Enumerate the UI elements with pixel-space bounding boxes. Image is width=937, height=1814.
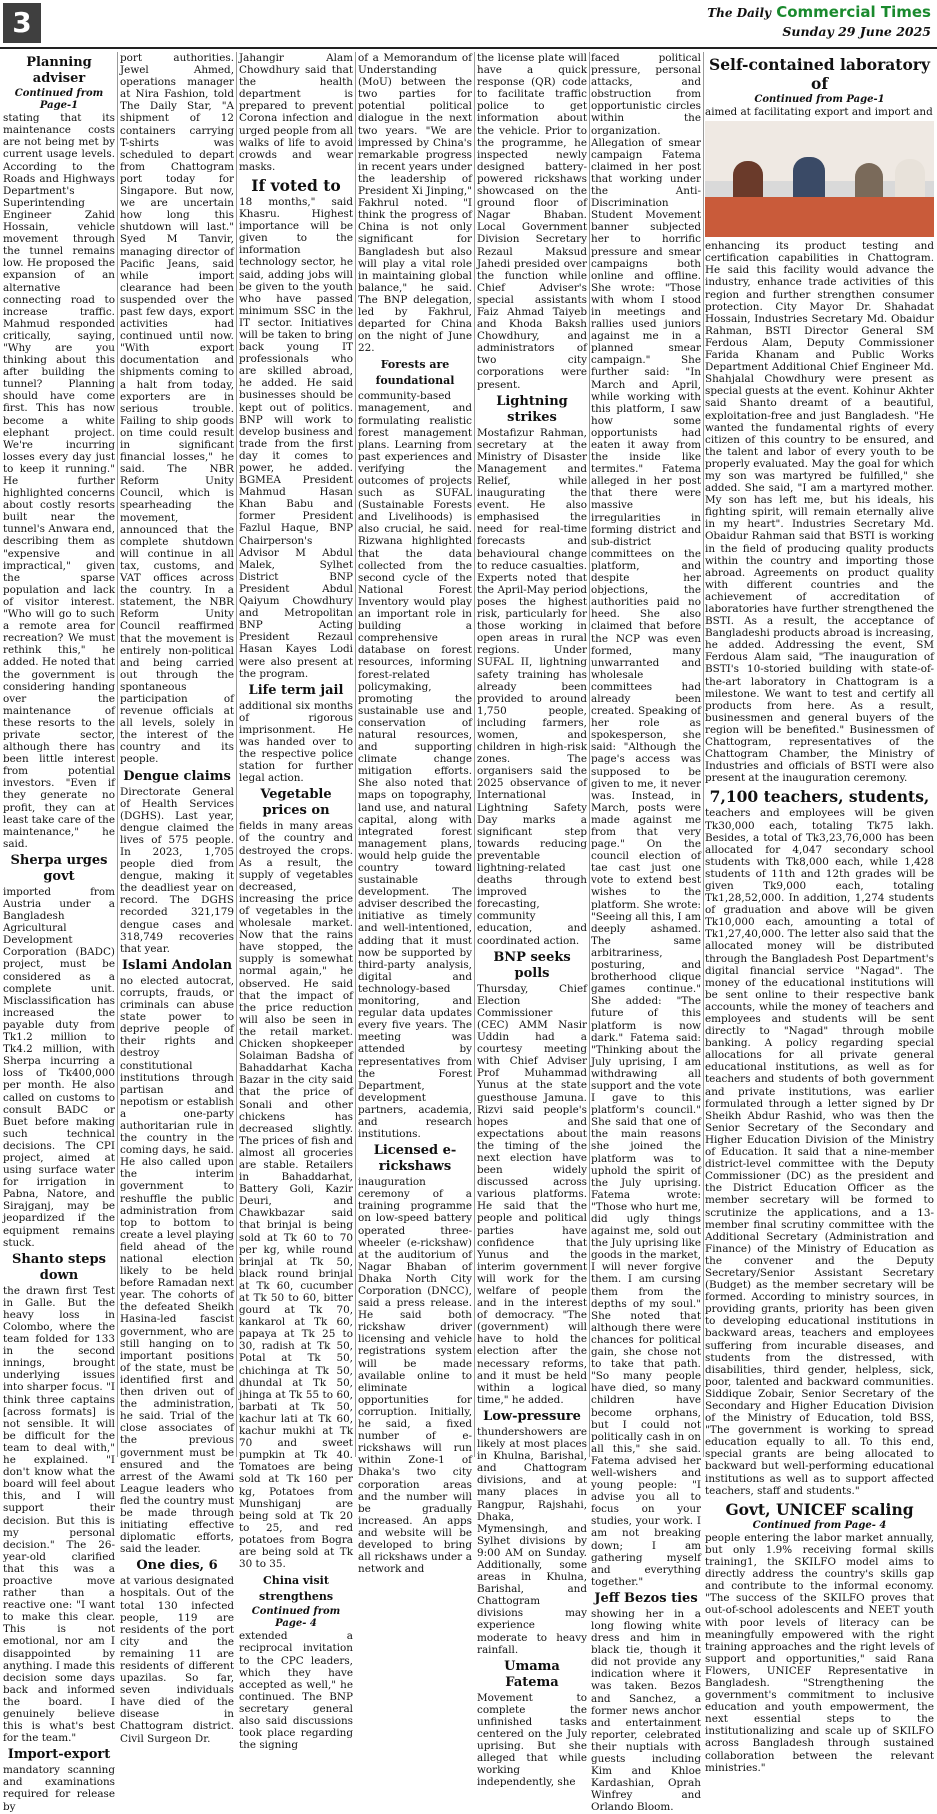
headline-sherpa-urges-govt: Sherpa urges govt bbox=[10, 852, 108, 884]
headline-islami-andolan: Islami Andolan bbox=[121, 957, 233, 973]
headline-low-pressure: Low-pressure bbox=[483, 1408, 581, 1424]
column-3 bbox=[239, 52, 353, 1752]
article-text: Movement to complete the unfinished tasks centered on the July uprising. But she alleged that while working independently, she bbox=[477, 1691, 587, 1789]
article-text: teachers and employees will be given Tk30,000 each, totaling Tk75 lakh. Besides, a total of Tk3,23,76,000 has been allocated for 4,047 secondary school students with Tk8,000 each, while 1,428 students of 11th and 12th grades will be given Tk9,000 each, totaling Tk1,28,52,000. In addition, 1,274 students of graduation and above will be given Tk10,000 each, amounting a total of Tk1,27,40,000. The letter also said that the allocated money will be distributed through the Bangladesh Post Department's digital financial service "Nagad". The money of the educational institutions will be sent online to their respective bank accounts, while the money of teachers and employees and students will be sent directly to "Nagad" through mobile banking. A policy regarding special allocations for all private general educational institutions, as well as for teachers and students of both government and private institutions, was earlier formulated through a letter signed by Dr Sheikh Abdur Rashid, who was then the Senior Secretary of the Secondary and Higher Education Division of the Ministry of Education. It said that a nine-member district-level committee with the Deputy Commissioner (DC) as the president and the District Education Officer as the member secretary will be formed to scrutinize the applications, and a 13-member final scrutiny committee with the Additional Secretary (Administration and Finance) of the Ministry of Education as the convener and the Deputy Secretary/Senior Assistant Secretary (Budget) as the member secretary will be formed. According to ministry sources, in providing grants, priority has been given to developing educational institutions in backward areas, teachers and employees suffering from incurable diseases, and students from the distressed, with disabilities, third gender, helpless, sick, poor, talented and backward communities. Siddique Zobair, Senior Secretary of the Secondary and Higher Education Division of the Ministry of Education, told BSS, "The government is working to spread education equally to all. To this end, special grants are being allocated to backward but well-performing educational institutions as well as to support affected teachers, staff and students." bbox=[705, 807, 934, 1497]
article-text: imported from Austria under a Bangladesh Agricultural Development Corporation (BADC) project, must be considered as a complete unit. Misclassification has increased the payable duty from Tk1.2 million to Tk4.2 million, with Sherpa incurring a loss of Tk400,000 per month. He also called on customs to consult BADC or Buet before making such technical decisions. The CPI project, aimed at using surface water for irrigation in Pabna, Natore, and Sirajganj, may be jeopardized if the equipment remains stuck. bbox=[3, 885, 115, 1249]
page-number-badge: 3 bbox=[3, 3, 41, 43]
headline-if-voted-to: If voted to bbox=[251, 175, 341, 195]
headline-import-export: Import-export bbox=[7, 1747, 111, 1763]
continued-note: Continued from Page-1 bbox=[754, 94, 885, 105]
article-text: at various designated hospitals. Out of the total 130 infected people, 119 are residents of the port city and the remaining 11 are residents of different upazilas. So far, seven individuals have died of the disease in Chattogram district. Civil Surgeon Dr. bbox=[120, 1575, 234, 1745]
article-text: additional six months of rigorous imprisonment. He was handed over to the respective police station for further legal action. bbox=[239, 699, 353, 785]
article-text: Jahangir Alam Chowdhury said that the health department is prepared to prevent Corona infection and urged people from all walks of life to avoid crowds and wear masks. bbox=[239, 52, 353, 173]
column-divider bbox=[117, 52, 118, 1457]
article-text: inauguration ceremony of a training programme on low-speed battery operated three-wheeler (e-rickshaw) at the auditorium of Nagar Bhaban of Dhaka North City Corporation (DNCC), said a press release. He said both rickshaw driver licensing and vehicle registrations system will be made available online to eliminate opportunities for corruption. Initially, he said, a fixed number of e-rickshaws will run within Zone-1 of Dhaka's two city corporation areas and the number will be gradually increased. An apps and website will be developed to bring all rickshaws under a network and bbox=[358, 1176, 472, 1576]
column-1 bbox=[3, 52, 115, 1813]
article-text: of a Memorandum of Understanding (MoU) between the two parties for potential political dialogue in the next two years. "We are impressed by China's remarkable progress in recent years under the leadership of President Xi Jinping," Fakhrul noted. "I think the progress of China is not only significant for Bangladesh but also will play a vital role in maintaining global balance," he said. The BNP delegation, led by Fakhrul, departed for China on the night of June 22. bbox=[358, 52, 472, 355]
article-text: extended a reciprocal invitation to the CPC leaders, which they have accepted as well," he continued. The BNP secretary general also said discussions took place regarding the signing bbox=[239, 1630, 353, 1752]
article-text: enhancing its product testing and certification capabilities in Chattogram. He said this facility would advance the industry, enhance trade activities of this region and further strengthen consumer protection. City Mayor Dr. Shahadat Hossain, Industries Secretary Md. Obaidur Rahman, BSTI Director General SM Ferdous Alam, Deputy Commissioner Farida Khanam and Public Works Department Additional Chief Engineer Md. Shahjalal Chowdhury were present as special guests at the event. Kohinur Akhter said Shanto dreamt of a beautiful, exploitation-free and just Bangladesh. "He wanted the fundamental rights of every citizen of this country to be ensured, and the talent and labor of every youth to be properly evaluated. May the goal for which my son was martyred be fulfilled," she added. She said, "I am a martyred mother. My son has left me, but his ideals, his fighting spirit, will remain eternally alive in my heart". Industries Secretary Md. Obaidur Rahman said that BSTI is working in the field of producing quality products within the country and importing those abroad. Agreements on product quality with different countries and the achievement of accreditation of laboratories have further strengthened the BSTI. As a result, the acceptance of Bangladeshi products abroad is increasing, he added. Addressing the event, SM Ferdous Alam said, "The inauguration of BSTI's 10-storied building with state-of-the-art laboratory in Chattogram is a milestone. We want to test and certify all products from here. As a result, businessmen and general buyers of the region will be benefited." Businessmen of Chattogram, representatives of the Chattogram Chamber, the Ministry of Industries and officials of BSTI were also present at the inauguration ceremony. bbox=[705, 240, 934, 785]
headline-licensed-e-rickshaws: Licensed e-rickshaws bbox=[373, 1143, 457, 1175]
continued-note: Continued from Page-1 bbox=[14, 88, 104, 112]
column-2 bbox=[120, 52, 234, 1745]
newspaper-brand bbox=[707, 3, 931, 21]
column-divider bbox=[703, 52, 704, 1457]
headline-umama-fatema: Umama Fatema bbox=[504, 1658, 560, 1690]
headline-shanto-steps-down: Shanto steps down bbox=[12, 1251, 106, 1283]
column-5 bbox=[477, 52, 587, 1789]
headline-vegetable-prices: Vegetable prices on bbox=[260, 787, 332, 819]
article-text: the drawn first Test in Galle. But the heavy loss in Colombo, where the team folded for 133 in the second innings, brought underlying issues into sharper focus. "I think three captains [across formats] is not sensible. It will be difficult for the team to deal with," he explained. "I don't know what the board will feel about this, and I will support their decision. But this is my personal decision." The 26-year-old clarified that this was a proactive move rather than a reactive one: "I want to make this clear. This is not emotional, nor am I disappointed by anything. I made this decision some days back and informed the board. I genuinely believe this is what's best for the team." bbox=[3, 1284, 115, 1745]
headline-jeff-bezos-ties: Jeff Bezos ties bbox=[594, 1590, 698, 1606]
column-divider bbox=[474, 52, 475, 1457]
headline-7100-teachers: 7,100 teachers, students, bbox=[709, 787, 930, 807]
column-divider bbox=[589, 52, 590, 1457]
headline-lightning-strikes: Lightning strikes bbox=[496, 393, 568, 425]
article-text: thundershowers are likely at most places in Khulna, Barishal, and Chattogram divisions, and at many places in Rangpur, Rajshahi, Dhaka, Mymensingh, and Sylhet divisions by 9:00 AM on Sunday. Additionally, some areas in Khulna, Barishal, and Chattogram divisions may experience moderate to heavy rainfall. bbox=[477, 1425, 587, 1656]
headline-one-dies: One dies, 6 bbox=[136, 1558, 218, 1574]
headline-dengue-claims: Dengue claims bbox=[123, 768, 231, 784]
headline-bnp-seeks-polls: BNP seeks polls bbox=[493, 949, 571, 981]
article-text: showing her in a long flowing white dress and him in black tie, though it did not provide any indication where it was taken. Bezos and Sanchez, a former news anchor and entertainment reporter, celebrated their nuptials with guests including Kim and Khloe Kardashian, Oprah Winfrey and Orlando Bloom. bbox=[591, 1607, 701, 1814]
article-text: 18 months," said Khasru. Highest importance will be given to the information technology sector, he said, adding jobs will be given to the youth who have passed minimum SSC in the IT sector. Initiatives will be taken to bring back young IT professionals who are skilled abroad, he added. He said businesses should be kept out of politics. BNP will work to develop business and trade from the first day it comes to power, he added. BGMEA President Mahmud Hasan Khan Babu and former President Fazlul Haque, BNP Chairperson's Advisor M Abdul Malek, Sylhet District BNP President Abdul Qaiyum Chowdhury and Metropolitan BNP Acting President Rezaul Hasan Kayes Lodi were also present at the program. bbox=[239, 195, 353, 680]
continued-note: Continued from Page- 4 bbox=[251, 1606, 341, 1630]
headline-govt-unicef-scaling: Govt, UNICEF scaling bbox=[725, 1499, 914, 1519]
headline-forests-foundational: Forests are foundational bbox=[375, 358, 455, 388]
column-6 bbox=[591, 52, 701, 1814]
article-text: Thursday, Chief Election Commissioner (CEC) AMM Nasir Uddin had a courtesy meeting with Chief Adviser Prof Muhammad Yunus at the state guesthouse Jamuna. Rizvi said people's hopes and expectations about the timing of the next election have been widely discussed across various platforms. He said that the people and political parties have confidence that Yunus and the interim government will work for the welfare of people and in the interest of democracy. "The (government) will have to hold the election after the necessary reforms, and it must be held within a logical time," he added. bbox=[477, 982, 587, 1406]
article-text: stating that its maintenance costs are not being met by current usage levels. According to the Roads and Highways Department's Superintending Engineer Zahid Hossain, vehicle movement through the tunnel remains low. He proposed the expansion of an alternative connecting road to increase traffic. Mahmud responded critically, saying, "Why are you thinking about this after building the tunnel? Planning should have come first. This has now become a white elephant project. We're incurring losses every day just to keep it running." He further highlighted concerns about costly resorts built near the tunnel's Anwara end, describing them as "expensive and impractical," given the sparse population and lack of visitor interest. "Who will go to such a remote area for recreation? We must rethink this," he added. He noted that the government is considering handing over the maintenance of these resorts to the private sector, although there has been little interest from potential investors. "Even if they generate no profit, they can at least take care of the maintenance," he said. bbox=[3, 112, 115, 850]
headline-planning-adviser: Planning adviser bbox=[26, 55, 92, 86]
continued-note: Continued from Page- 4 bbox=[752, 1519, 887, 1531]
brand-name: Commercial Times bbox=[776, 3, 931, 21]
article-text: port authorities. Jewel Ahmed, operations manager at Nira Fashion, told The Daily Star, "A shipment of 12 containers carrying T-shirts was scheduled to depart from Chattogram port today for Singapore. But now, we are uncertain how long this shutdown will last." Syed M Tanvir, managing director of Pacific Jeans, said while import clearance had been suspended over the past few days, export activities had continued until now. "With export documentation and shipments coming to a halt from today, exporters are in serious trouble. Failing to ship goods on time could result in significant financial losses," he said. The NBR Reform Unity Council, which is spearheading the movement, announced that the complete shutdown will continue in all tax, customs, and VAT offices across the country. In a statement, the NBR Reform Unity Council reaffirmed that the movement is entirely non-political and being carried out through the spontaneous participation of revenue officials at all levels, solely in the interest of the country and its people. bbox=[120, 52, 234, 766]
article-text: people entering the labor market annually, but only 1.9% receiving formal skills training1, the SKILFO model aims to directly address the country's skills gap and contribute to the informal economy. "The success of the SKILFO proves that out-of-school adolescents and NEET youth with poor levels of literacy can be meaningfully empowered with the right training approaches and the right levels of support and opportunities," said Rana Flowers, UNICEF Representative in Bangladesh. "Strengthening the government's commitment to inclusive education and youth empowerment, the next essential steps to the institutionalizing and scale up of SKILFO across Bangladesh through sustained collaboration between the relevant ministries." bbox=[705, 1531, 934, 1774]
column-divider bbox=[355, 52, 356, 1457]
column-7 bbox=[705, 52, 934, 1774]
brand-prefix: The Daily bbox=[707, 6, 771, 20]
headline-life-term-jail: Life term jail bbox=[248, 682, 344, 698]
headline-china-visit: China visit strengthens bbox=[258, 1574, 334, 1604]
event-photo bbox=[705, 121, 934, 237]
photo-table bbox=[705, 197, 934, 237]
column-4 bbox=[358, 52, 472, 1576]
article-text: community-based management, and formulating realistic forest management plans. Learning from past experiences and verifying the outcomes of projects such as SUFAL (Sustainable Forests and Livelihoods) is also crucial, he said. Rizwana highlighted that the data collected from the second cycle of the National Forest Inventory would play an important role in building a comprehensive database on forest resources, informing forest-related policymaking, promoting the sustainable use and conservation of natural resources, and supporting climate change mitigation efforts. She also noted that maps on topography, land use, and natural capital, along with integrated forest management plans, would help guide the country toward sustainable development. The adviser described the initiative as timely and well-intentioned, adding that it must now be supported by third-party analysis, digital and technology-based monitoring, and regular data updates every five years. The meeting was attended by representatives from the Forest Department, development partners, academia, and research institutions. bbox=[358, 390, 472, 1141]
article-text: fields in many areas of the country and destroyed the crops. As a result, the supply of vegetables decreased, increasing the price of vegetables in the wholesale market. Now that the rains have stopped, the supply is somewhat normal again," he observed. He said that the impact of the price reduction will also be seen in the retail market. Chicken shopkeeper Solaiman Badsha of Bahaddarhat Kacha Bazar in the city said that the price of Sonali and other chickens has decreased slightly. The prices of fish and almost all groceries are stable. Retailers in Bahaddarhat, Battery Goli, Kazir Deuri, and Chawkbazar said that brinjal is being sold at Tk 60 to 70 per kg, while round brinjal at Tk 50, black round brinjal at Tk 60, cucumber at Tk 50 to 60, bitter gourd at Tk 70, kankarol at Tk 60, papaya at Tk 25 to 30, radish at Tk 50, Potal at Tk 50, chichinga at Tk 50, dhundal at Tk 50, jhinga at Tk 55 to 60, barbati at Tk 50, kachur lati at Tk 60, kachur mukhi at Tk 70 and sweet pumpkin at Tk 40. Tomatoes are being sold at Tk 160 per kg, Potatoes from Munshiganj are being sold at Tk 20 to 25, and red potatoes from Bogra are being sold at Tk 30 to 35. bbox=[239, 820, 353, 1571]
masthead bbox=[0, 0, 937, 50]
article-text: mandatory scanning and examinations required for release by bbox=[3, 1764, 115, 1813]
masthead-rule bbox=[0, 47, 937, 49]
column-divider bbox=[236, 52, 237, 1457]
article-text: aimed at facilitating export and import and bbox=[705, 106, 933, 119]
article-text: Mostafizur Rahman, secretary at the Ministry of Disaster Management and Relief, while inaugurating the event. He also emphasised the need for real-time forecasts and behavioural change to reduce casualties. Experts noted that the April-May period poses the highest risk, particularly for those working in open areas in rural regions. Under SUFAL II, lightning safety training has already been provided to around 1,750 people, including farmers, women, and children in high-risk zones. The organisers said the 2025 observance of International Lightning Safety Day marks a significant step towards reducing preventable lightning-related deaths through improved forecasting, community education, and coordinated action. bbox=[477, 426, 587, 947]
article-text: Directorate General of Health Services (DGHS). Last year, dengue claimed the lives of 575 people. In 2023, 1,705 people died from dengue, making it the deadliest year on record. The DGHS recorded 321,179 dengue cases and 318,749 recoveries that year. bbox=[120, 785, 234, 955]
headline-self-contained-laboratory: Self-contained laboratory of bbox=[709, 55, 930, 93]
article-text: the license plate will have a quick response (QR) code to facilitate traffic police to get information about the vehicle. Prior to the programme, he inspected newly designed battery-powered rickshaws showcased on the ground floor of Nagar Bhaban. Local Government Division Secretary Rezaul Maksud Jahedi presided over the function while Chief Adviser's special assistants Faiz Ahmad Taiyeb and Khoda Baksh Chowdhury, and administrators of two city corporations were present. bbox=[477, 52, 587, 391]
issue-date: Sunday 29 June 2025 bbox=[782, 24, 931, 39]
article-text: faced political pressure, personal attacks, and obstruction from opportunistic circles within the organization. Allegation of smear campaign Fatema claimed in her post that working under the Anti-Discrimination Student Movement banner subjected her to horrific pressure and smear campaigns both online and offline. She wrote: "Those with whom I stood in meetings and rallies used juniors against me in a planned smear campaign." She further said: "In March and April, while working with this platform, I saw how some opportunists had eaten it away from the inside like termites." Fatema alleged in her post that there were massive irregularities in forming district and sub-district committees on the platform, and despite her objections, the authorities paid no heed. She also claimed that before the NCP was even formed, many unwarranted and wholesale committees had already been created. Speaking of her role as spokesperson, she said: "Although the page's access was supposed to be given to me, it never was. Instead, in March, posts were made against me from that very page." On the council election of tae cast just one vote to extend best wishes to the platform. She wrote: "Seeing all this, I am deeply ashamed. The same arbitrariness, posturing, and brotherhood clique games continue." She added: "The future of this platform is now dark." Fatema said: "Thinking about the July uprising, I am withdrawing all support and the vote I gave to this platform's council." She said that one of the main reasons she joined the platform was to uphold the spirit of the July uprising. Fatema wrote: "Those who hurt me, did ugly things against me, sold out the July uprising like goods in the market, I will never forgive them. I am cursing them from the depths of my soul." She noted that although there were chances for political gain, she chose not to take that path. "So many people have died, so many children have become orphans, but I could not politically cash in on all this," she said. Fatema advised her well-wishers and young people: "I advise you all to focus on your studies, your work. I am not breaking down; I am gathering myself and everything together." bbox=[591, 52, 701, 1588]
article-text: no elected autocrat, corrupts, frauds, or criminals can abuse state power to deprive people of their rights and destroy constitutional institutions through partisan and nepotism or establish a one-party authoritarian rule in the country in the coming days, he said. He also called upon the interim government to reshuffle the public administration from top to bottom to create a level playing field ahead of the national election likely to be held before Ramadan next year. The cohorts of the defeated Sheikh Hasina-led fascist government, who are still hanging on to important positions of the state, must be identified first and then driven out of the administration, he said. Trial of the close associates of the previous government must be ensured and the arrest of the Awami League leaders who fled the country must be made through initiating effective diplomatic efforts, said the leader. bbox=[120, 974, 234, 1556]
